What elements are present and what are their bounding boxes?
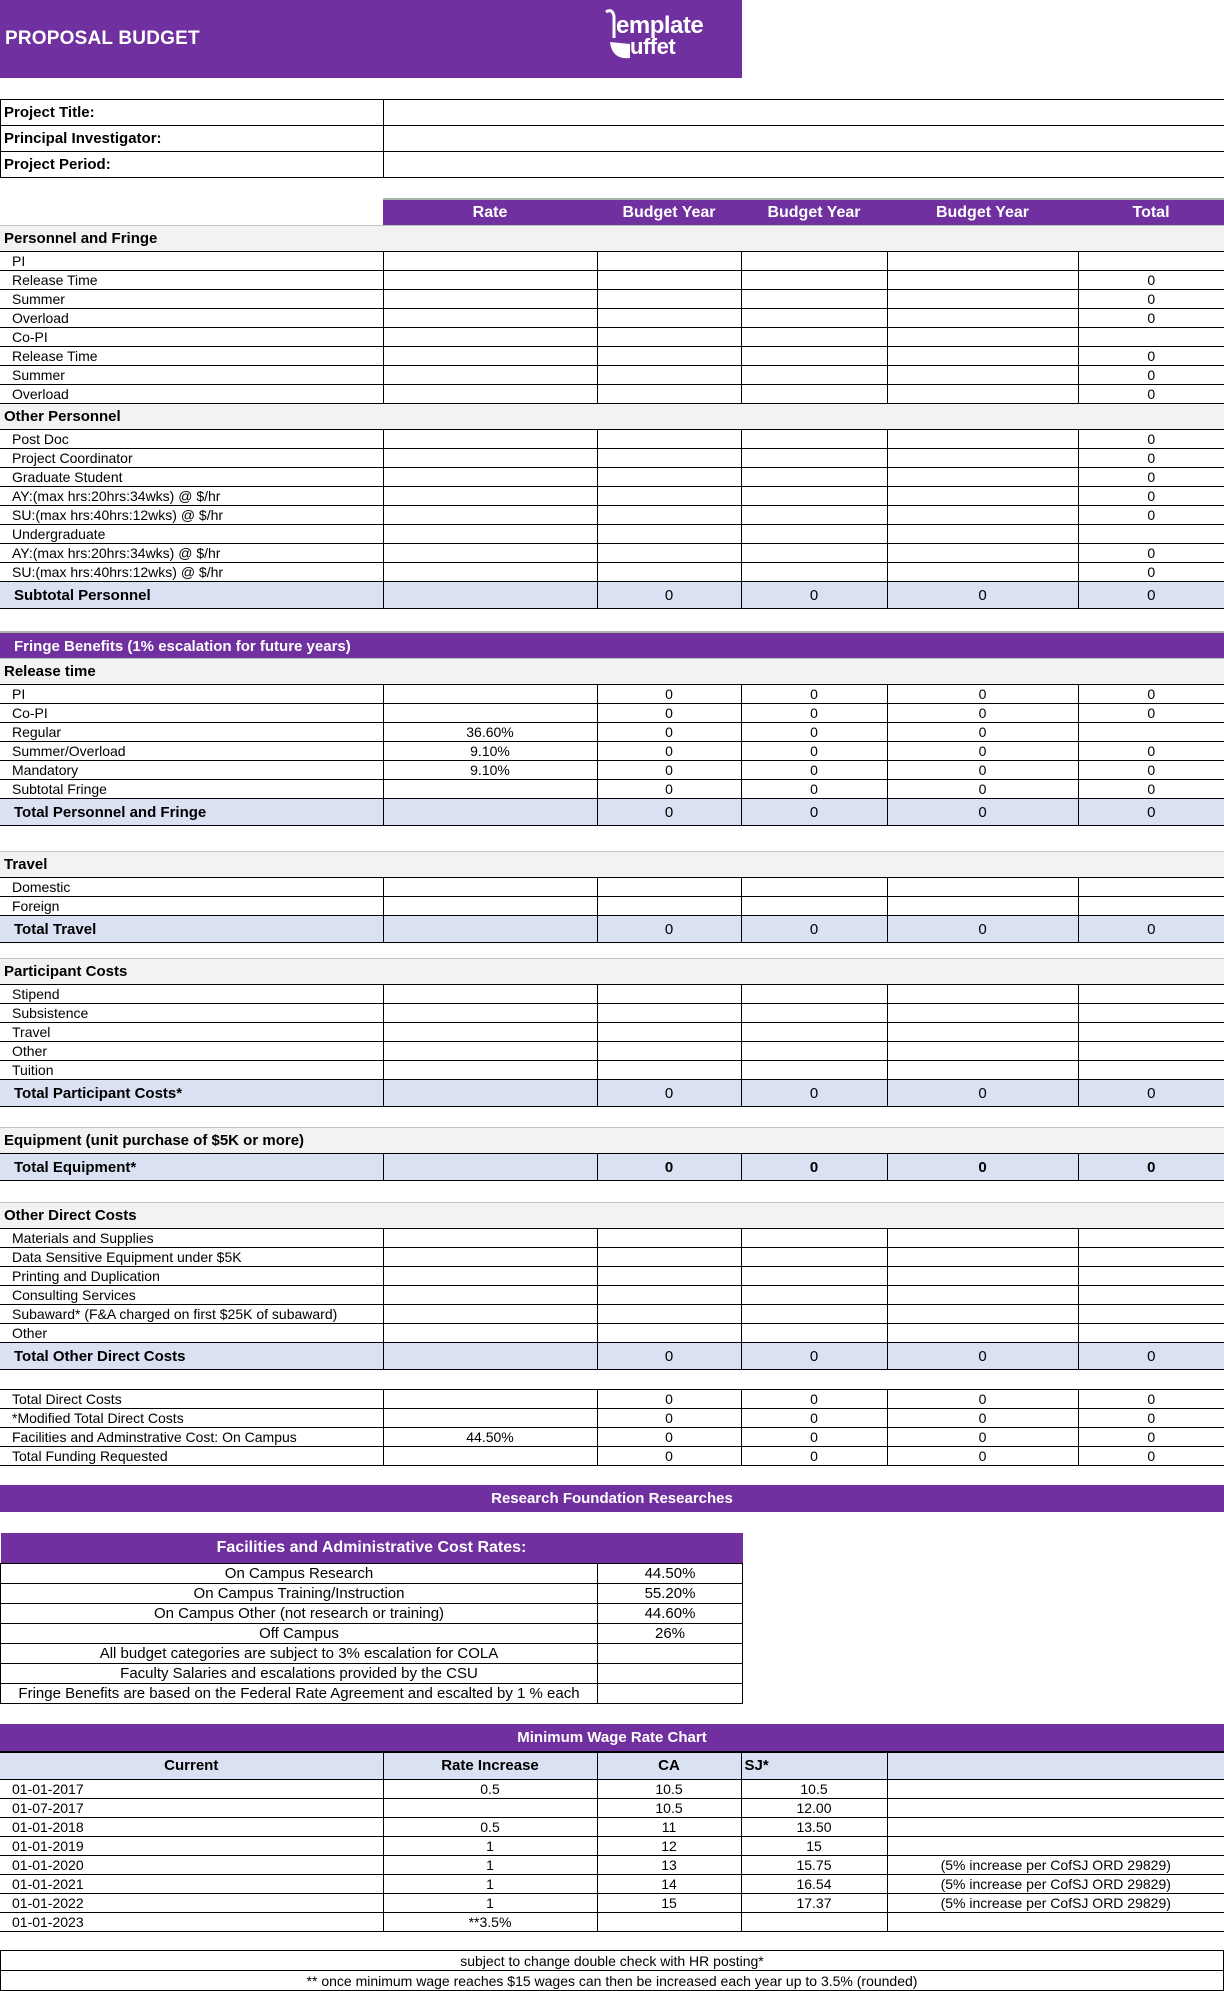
table-row: Materials and Supplies [0, 1229, 1224, 1248]
total-personnel-fringe-row: Total Personnel and Fringe 0 0 0 0 [0, 799, 1224, 826]
section-other-direct-costs: Other Direct Costs [0, 1203, 1224, 1229]
period-label: Project Period: [1, 152, 384, 178]
project-title-input[interactable] [384, 100, 1224, 126]
table-row: Travel [0, 1023, 1224, 1042]
table-row: Other [0, 1042, 1224, 1061]
section-travel: Travel [0, 852, 1224, 878]
note-row [1, 1971, 1224, 1991]
note-row [1, 1951, 1224, 1971]
min-wage-chart-banner: Minimum Wage Rate Chart [0, 1724, 1224, 1751]
table-row: Summer/Overload 9.10% 0 0 0 0 [0, 742, 1224, 761]
table-row: Summer 0 [0, 290, 1224, 309]
table-row: Stipend [0, 985, 1224, 1004]
table-row: Summer 0 [0, 366, 1224, 385]
budget-column-header [383, 198, 1224, 225]
pi-row [1, 126, 1224, 152]
wage-row: 01-01-2020 1 13 15.75 (5% increase per CofSJ ORD 29829) [0, 1855, 1224, 1874]
col-header-year2: Budget Year [767, 204, 861, 221]
table-row: Release Time 0 [0, 271, 1224, 290]
period-row [1, 152, 1224, 178]
personnel-table [0, 225, 1224, 609]
table-row: Mandatory 9.10% 0 0 0 0 [0, 761, 1224, 780]
table-row: Subtotal Fringe 0 0 0 0 [0, 780, 1224, 799]
col-header-year1: Budget Year [622, 204, 716, 221]
rate-row: On Campus Training/Instruction 55.20% [1, 1583, 743, 1603]
rate-row: Off Campus 26% [1, 1623, 743, 1643]
rate-row: Fringe Benefits are based on the Federal Rate Agreement and escalted by 1 % each [1, 1683, 743, 1703]
table-row: Total Funding Requested 0 0 0 0 [0, 1447, 1224, 1466]
wage-row: 01-01-2019 1 12 15 [0, 1836, 1224, 1855]
table-row: Facilities and Adminstrative Cost: On Campus 44.50% 0 0 0 0 [0, 1428, 1224, 1447]
project-title-label: Project Title: [1, 100, 384, 126]
title-banner [0, 0, 742, 78]
table-row: Overload 0 [0, 385, 1224, 404]
table-row: Release Time 0 [0, 347, 1224, 366]
table-row: SU:(max hrs:40hrs:12wks) @ $/hr 0 [0, 563, 1224, 582]
table-row: AY:(max hrs:20hrs:34wks) @ $/hr 0 [0, 544, 1224, 563]
wage-row: 01-01-2023 **3.5% [0, 1912, 1224, 1931]
fa-cost-rates-table [0, 1533, 743, 1704]
equipment-table [0, 1127, 1224, 1181]
project-title-row [1, 100, 1224, 126]
section-release-time: Release time [0, 659, 1224, 685]
min-wage-increase-note: ** once minimum wage reaches $15 wages can then be increased each year up to 3.5% (rounded) [1, 1971, 1224, 1991]
table-row: Foreign [0, 897, 1224, 916]
project-info-table [0, 99, 1224, 178]
rate-row: On Campus Other (not research or training) 44.60% [1, 1603, 743, 1623]
research-foundation-banner: Research Foundation Researches [0, 1485, 1224, 1512]
col-header-total: Total [1132, 204, 1170, 221]
period-input[interactable] [384, 152, 1224, 178]
pi-input[interactable] [384, 126, 1224, 152]
table-row: Consulting Services [0, 1286, 1224, 1305]
total-participant-costs-row: Total Participant Costs* 0 0 0 0 [0, 1080, 1224, 1107]
wage-row: 01-01-2022 1 15 17.37 (5% increase per CofSJ ORD 29829) [0, 1893, 1224, 1912]
fringe-benefits-banner: Fringe Benefits (1% escalation for future years) [0, 631, 1224, 658]
section-participant-costs: Participant Costs [0, 959, 1224, 985]
table-row: Subsistence [0, 1004, 1224, 1023]
pi-label: Principal Investigator: [1, 126, 384, 152]
subtotal-personnel-row: Subtotal Personnel 0 0 0 0 [0, 582, 1224, 609]
wage-row: 01-01-2017 0.5 10.5 10.5 [0, 1779, 1224, 1798]
participant-costs-table [0, 958, 1224, 1107]
table-row: SU:(max hrs:40hrs:12wks) @ $/hr 0 [0, 506, 1224, 525]
section-personnel-fringe: Personnel and Fringe [0, 226, 1224, 252]
table-row: Graduate Student 0 [0, 468, 1224, 487]
rate-row: On Campus Research 44.50% [1, 1563, 743, 1583]
template-buffet-logo [600, 8, 725, 64]
page-title: PROPOSAL BUDGET [5, 28, 200, 49]
min-wage-table [0, 1751, 1224, 1932]
fa-rates-title-row: Facilities and Administrative Cost Rates: [1, 1533, 743, 1563]
travel-table [0, 851, 1224, 943]
rate-row: Faculty Salaries and escalations provided by the CSU [1, 1663, 743, 1683]
table-row: Total Direct Costs 0 0 0 0 [0, 1390, 1224, 1409]
table-row: Project Coordinator 0 [0, 449, 1224, 468]
table-row: Post Doc 0 [0, 430, 1224, 449]
other-direct-costs-table [0, 1202, 1224, 1370]
table-row: PI [0, 252, 1224, 271]
section-equipment: Equipment (unit purchase of $5K or more) [0, 1128, 1224, 1154]
table-row: AY:(max hrs:20hrs:34wks) @ $/hr 0 [0, 487, 1224, 506]
section-other-personnel: Other Personnel [0, 404, 1224, 430]
logo-text-line1: emplate [616, 12, 704, 39]
table-row: Tuition [0, 1061, 1224, 1080]
table-row: Data Sensitive Equipment under $5K [0, 1248, 1224, 1267]
table-row: Domestic [0, 878, 1224, 897]
table-row: Undergraduate [0, 525, 1224, 544]
table-row: Subaward* (F&A charged on first $25K of subaward) [0, 1305, 1224, 1324]
total-travel-row: Total Travel 0 0 0 0 [0, 916, 1224, 943]
table-row: Printing and Duplication [0, 1267, 1224, 1286]
wage-row: 01-07-2017 10.5 12.00 [0, 1798, 1224, 1817]
table-row: *Modified Total Direct Costs 0 0 0 0 [0, 1409, 1224, 1428]
hr-posting-note: subject to change double check with HR posting* [1, 1951, 1224, 1971]
table-row: Regular 36.60% 0 0 0 [0, 723, 1224, 742]
table-row: Overload 0 [0, 309, 1224, 328]
table-row: Other [0, 1324, 1224, 1343]
logo-text-line2: uffet [630, 34, 676, 59]
rate-row: All budget categories are subject to 3% escalation for COLA [1, 1643, 743, 1663]
total-equipment-row: Total Equipment* 0 0 0 0 [0, 1154, 1224, 1181]
wage-row: 01-01-2018 0.5 11 13.50 [0, 1817, 1224, 1836]
table-row: Co-PI 0 0 0 0 [0, 704, 1224, 723]
wage-row: 01-01-2021 1 14 16.54 (5% increase per CofSJ ORD 29829) [0, 1874, 1224, 1893]
col-header-year3: Budget Year [935, 204, 1030, 221]
wage-notes-table [0, 1950, 1224, 1991]
table-row: Co-PI [0, 328, 1224, 347]
summary-table [0, 1389, 1224, 1466]
min-wage-header-row: Current Rate Increase CA SJ* [0, 1752, 1224, 1779]
fringe-table [0, 658, 1224, 826]
total-other-direct-costs-row: Total Other Direct Costs 0 0 0 0 [0, 1343, 1224, 1370]
table-row: PI 0 0 0 0 [0, 685, 1224, 704]
col-header-rate: Rate [472, 204, 508, 221]
